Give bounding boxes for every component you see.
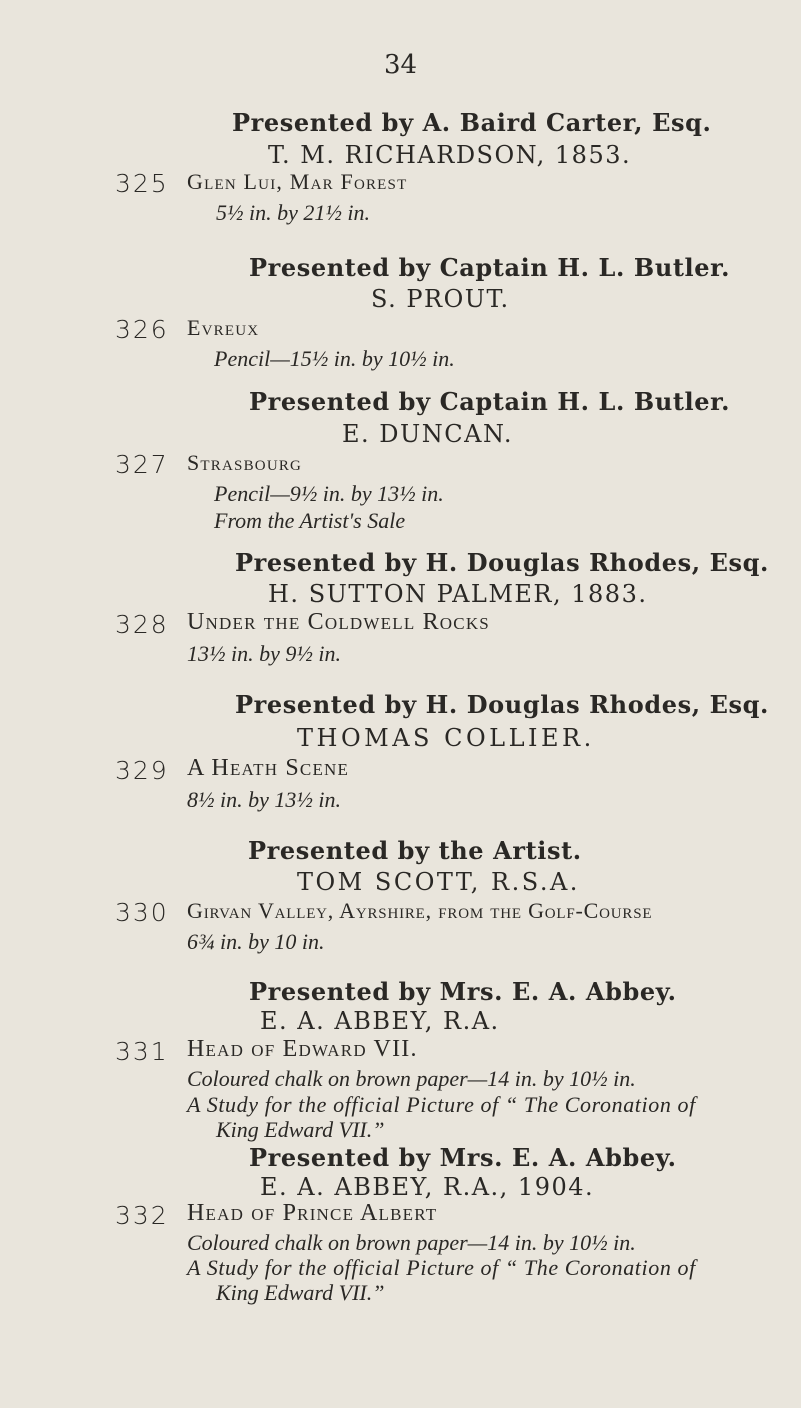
presented-by: Presented by Captain H. L. Butler. [249, 387, 731, 416]
artwork-detail: From the Artist's Sale [214, 508, 406, 533]
catalogue-number: 325 [115, 169, 169, 198]
artwork-detail: 13½ in. by 9½ in. [187, 641, 341, 666]
artwork-detail: Pencil—15½ in. by 10½ in. [214, 346, 455, 371]
artist-name: S. PROUT. [371, 285, 510, 313]
presented-by: Presented by Mrs. E. A. Abbey. [249, 1143, 677, 1172]
catalogue-number: 330 [115, 898, 169, 927]
presented-by: Presented by A. Baird Carter, Esq. [232, 108, 712, 137]
artwork-detail: King Edward VII.” [216, 1280, 385, 1305]
artist-name: E. A. ABBEY, R.A. [260, 1007, 500, 1035]
presented-by: Presented by H. Douglas Rhodes, Esq. [235, 548, 769, 577]
artist-name: H. SUTTON PALMER, 1883. [268, 580, 648, 608]
catalogue-number: 331 [115, 1037, 169, 1066]
catalogue-number: 326 [115, 315, 169, 344]
presented-by: Presented by Captain H. L. Butler. [249, 253, 731, 282]
catalogue-number: 332 [115, 1201, 169, 1230]
presented-by: Presented by the Artist. [248, 836, 582, 865]
artwork-title: A Heath Scene [187, 755, 350, 781]
artist-name: THOMAS COLLIER. [297, 724, 595, 752]
catalogue-number: 328 [115, 610, 169, 639]
artwork-title: Head of Prince Albert [187, 1200, 438, 1226]
artwork-detail: Coloured chalk on brown paper—14 in. by 10½ in. [187, 1066, 636, 1091]
presented-by: Presented by H. Douglas Rhodes, Esq. [235, 690, 769, 719]
artwork-detail: A Study for the official Picture of “ The Coronation of [187, 1092, 696, 1117]
artwork-detail: King Edward VII.” [216, 1117, 385, 1142]
artwork-title: Evreux [187, 315, 260, 340]
artist-name: E. DUNCAN. [342, 420, 514, 448]
page-number: 34 [383, 50, 418, 80]
artwork-detail: A Study for the official Picture of “ The Coronation of [187, 1255, 696, 1280]
artwork-detail: 6¾ in. by 10 in. [187, 929, 325, 954]
artwork-detail: 5½ in. by 21½ in. [216, 200, 370, 225]
artwork-detail: Coloured chalk on brown paper—14 in. by 10½ in. [187, 1230, 636, 1255]
artwork-title: Glen Lui, Mar Forest [187, 169, 408, 194]
presented-by: Presented by Mrs. E. A. Abbey. [249, 977, 677, 1006]
artist-name: T. M. RICHARDSON, 1853. [268, 141, 632, 169]
artwork-title: Strasbourg [187, 450, 303, 475]
artwork-detail: Pencil—9½ in. by 13½ in. [214, 481, 444, 506]
artwork-detail: 8½ in. by 13½ in. [187, 787, 341, 812]
catalogue-number: 327 [115, 450, 169, 479]
artwork-title: Head of Edward VII. [187, 1036, 418, 1062]
artwork-title: Girvan Valley, Ayrshire, from the Golf-Course [187, 898, 653, 923]
artist-name: TOM SCOTT, R.S.A. [297, 868, 580, 896]
catalogue-number: 329 [115, 756, 169, 785]
artist-name: E. A. ABBEY, R.A., 1904. [260, 1173, 595, 1201]
artwork-title: Under the Coldwell Rocks [187, 609, 490, 635]
